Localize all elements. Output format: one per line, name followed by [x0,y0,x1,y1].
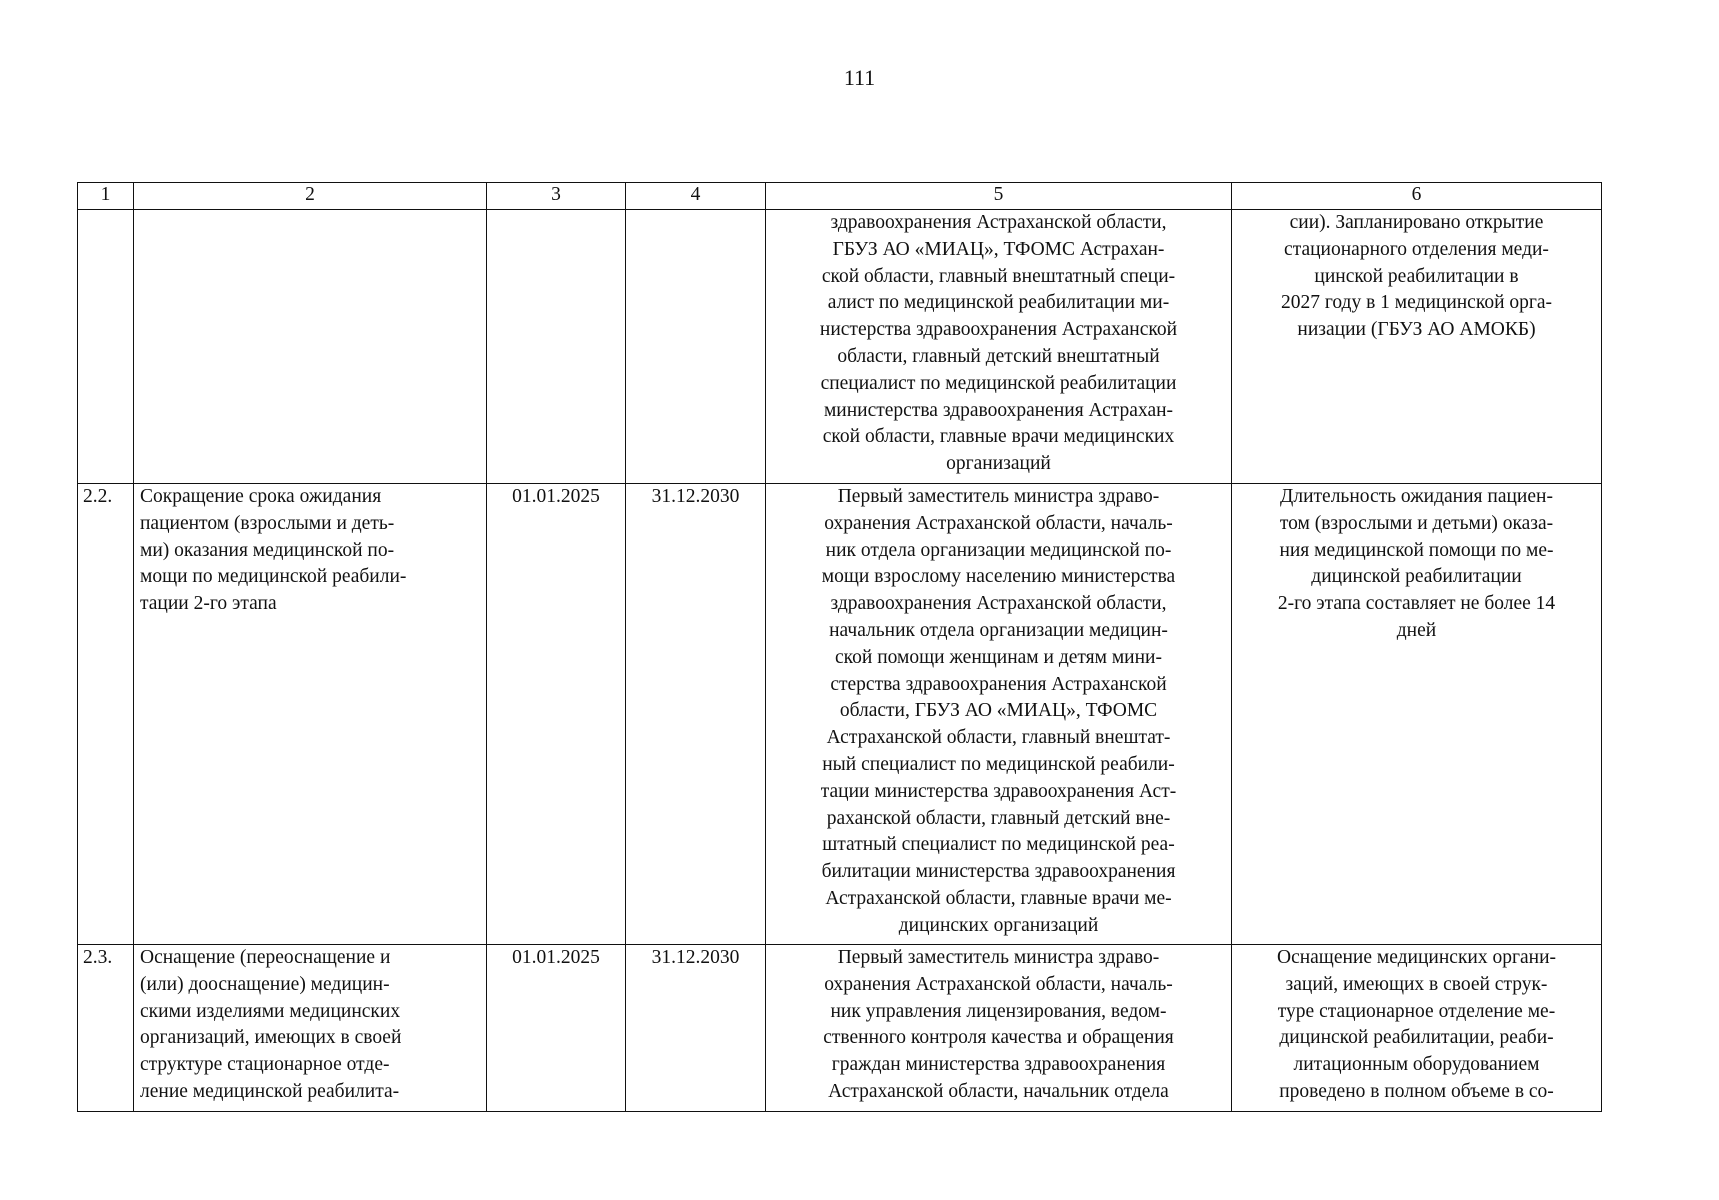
responsible-line: ской области, главный внештатный специ- [821,265,1176,287]
responsible-cell [766,210,1232,484]
responsible-line: раханской области, главный детский вне- [826,807,1171,829]
result-line: низации (ГБУЗ АО АМОКБ) [1297,319,1536,341]
result-line: туре стационарное отделение ме- [1277,1000,1556,1022]
responsible-line: штатный специалист по медицинской реа- [822,834,1175,856]
page-number: 111 [843,65,876,90]
measure-name-line: пациентом (взрослыми и деть- [140,512,395,534]
measure-name-line: Оснащение (переоснащение и [140,947,391,968]
result-line: сии). Запланировано открытие [1289,212,1544,233]
result-line: дней [1396,619,1437,641]
measure-name-line: мощи по медицинской реабили- [140,566,407,588]
table-header-row [78,183,1602,210]
responsible-line: охранения Астраханской области, началь- [824,512,1173,534]
responsible-line: тации министерства здравоохранения Аст- [820,780,1177,802]
result-line: стационарного отделения меди- [1284,238,1549,260]
result-line: проведено в полном объеме в со- [1279,1080,1554,1102]
start-date-cell [487,210,626,484]
header-col-5: 5 [766,183,1232,210]
result-line: дицинской реабилитации [1311,566,1522,588]
result-line: заций, имеющих в своей струк- [1285,973,1548,995]
row-number-cell [78,210,134,484]
measure-name-line: структуре стационарное отде- [140,1054,390,1076]
responsible-line: области, ГБУЗ АО «МИАЦ», ТФОМС [839,700,1158,722]
responsible-line: организаций [946,453,1051,475]
measure-name-cell [134,484,487,945]
header-col-2: 2 [134,183,487,210]
responsible-line: Астраханской области, главные врачи ме- [825,887,1172,909]
measure-name-cell [134,945,487,1112]
responsible-line: здравоохранения Астраханской области, [830,212,1167,233]
result-cell [1232,945,1602,1112]
measure-name-line: скими изделиями медицинских [140,1000,401,1022]
header-col-4: 4 [626,183,766,210]
end-date-cell: 31.12.2030 [626,484,766,945]
result-line: 2-го этапа составляет не более 14 [1277,593,1556,615]
responsible-cell [766,484,1232,945]
responsible-line: Астраханской области, начальник отдела [828,1080,1169,1102]
responsible-line: ный специалист по медицинской реабили- [822,753,1175,775]
responsible-line: Первый заместитель министра здраво- [837,947,1160,968]
measures-table [77,182,1602,1112]
row-number-cell: 2.3. [78,945,134,1112]
result-line: ния медицинской помощи по ме- [1279,539,1554,561]
result-line: Длительность ожидания пациен- [1280,486,1553,507]
measure-name-line: ление медицинской реабилита- [140,1080,400,1102]
responsible-line: ской помощи женщинам и детям мини- [835,646,1162,668]
responsible-cell [766,945,1232,1112]
result-line: 2027 году в 1 медицинской орга- [1280,292,1553,314]
header-col-6: 6 [1232,183,1602,210]
end-date-cell: 31.12.2030 [626,945,766,1112]
table-row [78,484,1602,945]
responsible-line: дицинских организаций [898,914,1099,936]
table-row [78,945,1602,1112]
header-col-3: 3 [487,183,626,210]
responsible-line: здравоохранения Астраханской области, [830,593,1167,615]
start-date-cell: 01.01.2025 [487,945,626,1112]
responsible-line: ГБУЗ АО «МИАЦ», ТФОМС Астрахан- [832,238,1165,260]
responsible-line: Астраханской области, главный внештат- [826,727,1171,749]
result-line: дицинской реабилитации, реаби- [1279,1027,1554,1049]
start-date-cell: 01.01.2025 [487,484,626,945]
table-row [78,210,1602,484]
responsible-line: алист по медицинской реабилитации ми- [827,292,1170,314]
responsible-line: мощи взрослому населению министерства [821,566,1176,588]
result-line: том (взрослыми и детьми) оказа- [1279,512,1554,534]
responsible-line: граждан министерства здравоохранения [831,1054,1166,1076]
responsible-line: билитации министерства здравоохранения [821,861,1176,883]
result-line: цинской реабилитации в [1314,265,1519,287]
responsible-line: Первый заместитель министра здраво- [837,486,1160,507]
measure-name-cell [134,210,487,484]
result-cell [1232,484,1602,945]
responsible-line: области, главный детский внештатный [837,345,1160,367]
result-line: Оснащение медицинских органи- [1276,947,1556,968]
measure-name-line: тации 2-го этапа [140,593,277,615]
row-number-cell: 2.2. [78,484,134,945]
measure-name-line: организаций, имеющих в своей [140,1027,402,1049]
responsible-line: ник управления лицензирования, ведом- [830,1000,1167,1022]
result-cell [1232,210,1602,484]
responsible-line: охранения Астраханской области, началь- [824,973,1173,995]
responsible-line: министерства здравоохранения Астрахан- [823,399,1174,421]
responsible-line: стерства здравоохранения Астраханской [830,673,1167,695]
measure-name-line: Сокращение срока ожидания [140,486,382,507]
measure-name-line: (или) дооснащение) медицин- [140,973,390,995]
responsible-line: ской области, главные врачи медицинских [822,426,1175,448]
responsible-line: начальник отдела организации медицин- [829,619,1168,641]
measure-name-line: ми) оказания медицинской по- [140,539,395,561]
responsible-line: специалист по медицинской реабилитации [820,372,1177,394]
responsible-line: ственного контроля качества и обращения [823,1027,1174,1049]
result-line: литационным оборудованием [1293,1054,1540,1076]
end-date-cell [626,210,766,484]
responsible-line: нистерства здравоохранения Астраханской [819,319,1178,341]
responsible-line: ник отдела организации медицинской по- [825,539,1172,561]
header-col-1: 1 [78,183,134,210]
